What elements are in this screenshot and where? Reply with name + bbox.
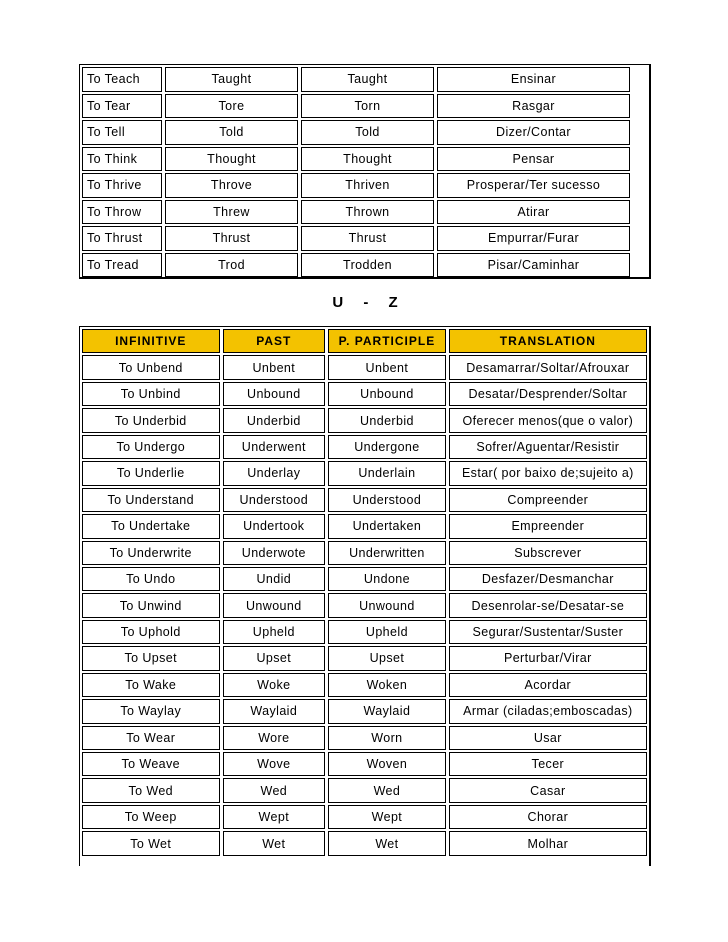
infinitive-cell: To Tread (82, 253, 162, 278)
past-cell: Underwote (223, 541, 326, 565)
infinitive-cell: To Throw (82, 200, 162, 225)
infinitive-cell: To Tear (82, 94, 162, 119)
translation-cell: Armar (ciladas;emboscadas) (449, 699, 647, 723)
past-cell: Undid (223, 567, 326, 591)
translation-cell: Usar (449, 726, 647, 750)
translation-cell: Molhar (449, 831, 647, 855)
translation-cell: Compreender (449, 488, 647, 512)
infinitive-cell: To Uphold (82, 620, 220, 644)
infinitive-cell: To Unbind (82, 382, 220, 406)
participle-cell: Underwritten (328, 541, 446, 565)
table-row (81, 172, 649, 199)
table-header-row (81, 328, 649, 354)
infinitive-cell: To Wake (82, 673, 220, 697)
table-row (81, 592, 649, 618)
table-row (81, 725, 649, 751)
translation-cell: Desenrolar-se/Desatar-se (449, 593, 647, 617)
table-row (81, 751, 649, 777)
past-cell: Trod (165, 253, 298, 278)
infinitive-cell: To Underwrite (82, 541, 220, 565)
infinitive-cell: To Teach (82, 67, 162, 92)
translation-cell: Sofrer/Aguentar/Resistir (449, 435, 647, 459)
infinitive-cell: To Think (82, 147, 162, 172)
past-cell: Wore (223, 726, 326, 750)
participle-cell: Thrust (301, 226, 434, 251)
past-cell: Unbent (223, 355, 326, 379)
table-row (81, 460, 649, 486)
past-cell: Waylaid (223, 699, 326, 723)
participle-cell: Thought (301, 147, 434, 172)
header-infinitive: INFINITIVE (82, 329, 220, 353)
translation-cell: Desatar/Desprender/Soltar (449, 382, 647, 406)
table-row (81, 225, 649, 252)
participle-cell: Thrown (301, 200, 434, 225)
infinitive-cell: To Undo (82, 567, 220, 591)
table-row (81, 830, 649, 856)
infinitive-cell: To Tell (82, 120, 162, 145)
past-cell: Taught (165, 67, 298, 92)
infinitive-cell: To Weep (82, 805, 220, 829)
translation-cell: Oferecer menos(que o valor) (449, 408, 647, 432)
translation-cell: Ensinar (437, 67, 630, 92)
past-cell: Tore (165, 94, 298, 119)
past-cell: Unwound (223, 593, 326, 617)
participle-cell: Wept (328, 805, 446, 829)
infinitive-cell: To Waylay (82, 699, 220, 723)
translation-cell: Prosperar/Ter sucesso (437, 173, 630, 198)
translation-cell: Empurrar/Furar (437, 226, 630, 251)
infinitive-cell: To Thrive (82, 173, 162, 198)
past-cell: Told (165, 120, 298, 145)
participle-cell: Unbent (328, 355, 446, 379)
infinitive-cell: To Underbid (82, 408, 220, 432)
translation-cell: Segurar/Sustentar/Suster (449, 620, 647, 644)
table-row (81, 199, 649, 226)
infinitive-cell: To Wed (82, 778, 220, 802)
participle-cell: Told (301, 120, 434, 145)
translation-cell: Pisar/Caminhar (437, 253, 630, 278)
section-title-text: U - Z (332, 294, 406, 311)
past-cell: Upset (223, 646, 326, 670)
participle-cell: Unwound (328, 593, 446, 617)
past-cell: Underbid (223, 408, 326, 432)
translation-cell: Estar( por baixo de;sujeito a) (449, 461, 647, 485)
table-row (81, 698, 649, 724)
infinitive-cell: To Wear (82, 726, 220, 750)
past-cell: Throve (165, 173, 298, 198)
table-row (81, 645, 649, 671)
past-cell: Thought (165, 147, 298, 172)
participle-cell: Woven (328, 752, 446, 776)
participle-cell: Trodden (301, 253, 434, 278)
translation-cell: Pensar (437, 147, 630, 172)
translation-cell: Casar (449, 778, 647, 802)
verb-table-u-z (79, 326, 651, 866)
table-row (81, 672, 649, 698)
participle-cell: Upheld (328, 620, 446, 644)
table-row (81, 146, 649, 173)
past-cell: Woke (223, 673, 326, 697)
participle-cell: Upset (328, 646, 446, 670)
past-cell: Wept (223, 805, 326, 829)
table-row (81, 487, 649, 513)
participle-cell: Undone (328, 567, 446, 591)
participle-cell: Understood (328, 488, 446, 512)
table-row (81, 381, 649, 407)
participle-cell: Thriven (301, 173, 434, 198)
translation-cell: Dizer/Contar (437, 120, 630, 145)
table-row (81, 540, 649, 566)
past-cell: Wet (223, 831, 326, 855)
past-cell: Wed (223, 778, 326, 802)
infinitive-cell: To Thrust (82, 226, 162, 251)
past-cell: Unbound (223, 382, 326, 406)
table-row (81, 66, 649, 93)
translation-cell: Desamarrar/Soltar/Afrouxar (449, 355, 647, 379)
table-row (81, 119, 649, 146)
table-row (81, 566, 649, 592)
participle-cell: Undergone (328, 435, 446, 459)
participle-cell: Undertaken (328, 514, 446, 538)
translation-cell: Empreender (449, 514, 647, 538)
infinitive-cell: To Underlie (82, 461, 220, 485)
past-cell: Threw (165, 200, 298, 225)
header-past: PAST (223, 329, 326, 353)
infinitive-cell: To Understand (82, 488, 220, 512)
participle-cell: Torn (301, 94, 434, 119)
participle-cell: Woken (328, 673, 446, 697)
participle-cell: Waylaid (328, 699, 446, 723)
infinitive-cell: To Unbend (82, 355, 220, 379)
past-cell: Underwent (223, 435, 326, 459)
infinitive-cell: To Unwind (82, 593, 220, 617)
past-cell: Undertook (223, 514, 326, 538)
table-row (81, 93, 649, 120)
table-row (81, 804, 649, 830)
past-cell: Upheld (223, 620, 326, 644)
translation-cell: Tecer (449, 752, 647, 776)
translation-cell: Desfazer/Desmanchar (449, 567, 647, 591)
table-row (81, 252, 649, 279)
translation-cell: Perturbar/Virar (449, 646, 647, 670)
translation-cell: Chorar (449, 805, 647, 829)
infinitive-cell: To Undergo (82, 435, 220, 459)
table-row (81, 619, 649, 645)
participle-cell: Worn (328, 726, 446, 750)
participle-cell: Unbound (328, 382, 446, 406)
past-cell: Understood (223, 488, 326, 512)
section-title (0, 294, 728, 311)
infinitive-cell: To Wet (82, 831, 220, 855)
table-row (81, 434, 649, 460)
infinitive-cell: To Weave (82, 752, 220, 776)
participle-cell: Underbid (328, 408, 446, 432)
infinitive-cell: To Upset (82, 646, 220, 670)
table-row (81, 513, 649, 539)
header-translation: TRANSLATION (449, 329, 647, 353)
participle-cell: Taught (301, 67, 434, 92)
infinitive-cell: To Undertake (82, 514, 220, 538)
past-cell: Thrust (165, 226, 298, 251)
translation-cell: Atirar (437, 200, 630, 225)
translation-cell: Rasgar (437, 94, 630, 119)
table-row (81, 407, 649, 433)
participle-cell: Underlain (328, 461, 446, 485)
translation-cell: Acordar (449, 673, 647, 697)
table-row (81, 354, 649, 380)
participle-cell: Wet (328, 831, 446, 855)
participle-cell: Wed (328, 778, 446, 802)
translation-cell: Subscrever (449, 541, 647, 565)
header-participle: P. PARTICIPLE (328, 329, 446, 353)
past-cell: Underlay (223, 461, 326, 485)
table-row (81, 777, 649, 803)
past-cell: Wove (223, 752, 326, 776)
verb-table-t (79, 64, 651, 279)
